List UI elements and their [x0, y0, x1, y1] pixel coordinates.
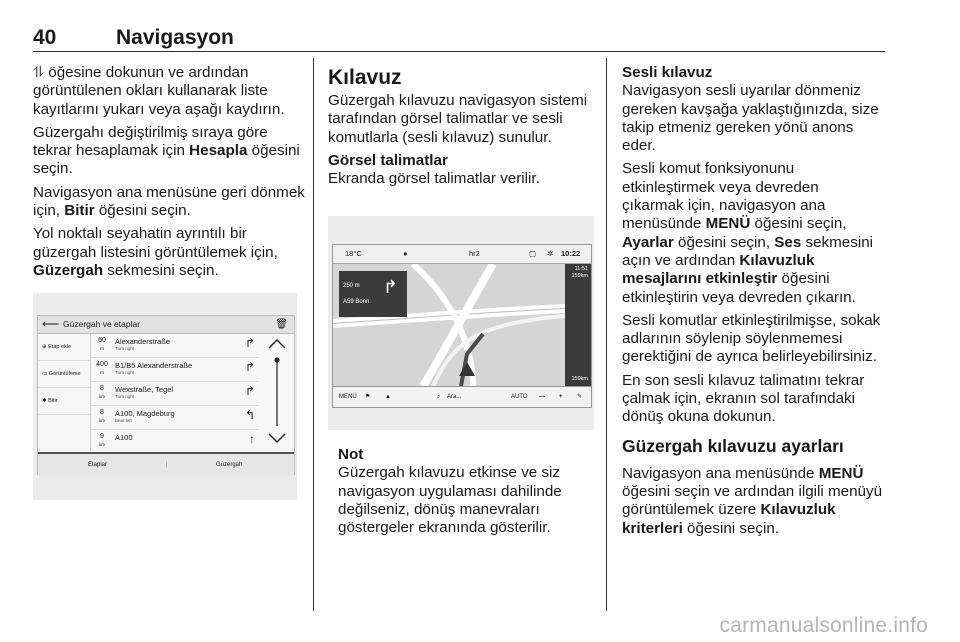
turn-right-arrow-icon: ↱: [383, 277, 399, 297]
bear-left-icon: ↰: [244, 408, 255, 422]
route-row[interactable]: 9 km A100 ↑: [99, 432, 255, 447]
note-block: [338, 446, 600, 542]
paragraph-repeat: En son sesli kılavuz talimatını tekrar çalmak için, ekranın sol tarafındaki dönüş okuna dokunun.: [622, 371, 865, 426]
paragraph-finish: Navigasyon ana menüsüne geri dönmek için, Bitir öğesini seçin.: [33, 183, 305, 220]
settings-icon: ✲: [547, 249, 554, 258]
side-item-view[interactable]: ▭ Görüntüleme: [38, 361, 90, 388]
route-row[interactable]: 60 m Alexanderstraße Turn right ↱: [91, 334, 259, 358]
paragraph-voice-settings: Sesli komut fonksiyonunu etkinleştirmek veya devreden çıkarmak için, navigasyon ana menüsünde MENÜ öğesini seçin, Ayarlar öğesini seçin, Ses sekmesini açın ve ardından Kılavuzluk mesajlarını etkinleştir öğesini etkinleştirin veya devreden çıkarın.: [622, 160, 874, 306]
map-toolbar: [333, 386, 591, 408]
next-turn-panel[interactable]: 250 m A59 Bonn ↱: [339, 271, 407, 317]
search-icon[interactable]: ⌕: [437, 394, 441, 400]
page-number: 40: [33, 26, 57, 49]
map-guidance-figure: [328, 216, 594, 430]
status-bar: [333, 245, 591, 264]
paragraph-voice-intro: Navigasyon sesli uyarılar dönmeniz gereken kavşağa yaklaştığınızda, size takip etmeniz gereken yönü anons eder.: [622, 82, 879, 155]
flag-icon[interactable]: ⚑: [365, 394, 371, 400]
paragraph-scroll: ⥮ öğesine dokunun ve ardından görüntülenen okları kullanarak liste kayıtlarını yukarı veya aşağı kaydırın.: [33, 64, 285, 118]
column-divider-1: [313, 58, 314, 611]
reorder-icon: ⥮: [33, 64, 45, 81]
route-stages-screen: [37, 315, 295, 475]
zoom-out-icon[interactable]: —: [539, 394, 545, 400]
column-2: [328, 64, 598, 193]
tab-bar: Etaplar | Güzergah: [38, 452, 294, 476]
scroll-thumb: [275, 358, 280, 363]
section-heading-settings: Güzergah kılavuzu ayarları: [622, 435, 844, 456]
edit-icon[interactable]: ✎: [577, 394, 583, 400]
turn-right-icon: ↱: [244, 384, 255, 398]
phone-icon: ▢: [529, 249, 537, 258]
watermark: carmanualsonline.info: [719, 614, 928, 637]
column-divider-2: [606, 58, 607, 611]
paragraph-recalculate: Güzergahı değiştirilmiş sıraya göre tekrar hesaplamak için Hesapla öğesini seçin.: [33, 123, 300, 178]
trash-icon[interactable]: 🗑: [275, 319, 288, 330]
radio-station: hr2: [469, 249, 480, 258]
scroll-up-icon: [269, 340, 285, 348]
subheading-visual: Görsel talimatlar: [328, 151, 448, 169]
column-1: [33, 64, 305, 285]
note-text: Güzergah kılavuzu etkinse ve siz navigasyon uygulaması dahilinde değilseniz, dönüş manevraları göstergeler ekranında gösterilir.: [338, 464, 562, 537]
paragraph-criteria: Navigasyon ana menüsünde MENÜ öğesini seçin ve ardından ilgili menüyü görüntülemek üzere Kılavuzluk kriterleri öğesini seçin.: [622, 464, 883, 537]
page-header: [33, 26, 885, 54]
temperature: 18°C: [345, 249, 362, 258]
paragraph-route-list: Yol noktalı seyahatin ayrıntılı bir güzergah listesini görüntülemek için, Güzergah sekmesini seçin.: [33, 225, 278, 279]
subheading-voice: Sesli kılavuz: [622, 64, 713, 81]
route-row[interactable]: 400 m B1/B5 Alexanderstraße Turn right ↱: [91, 358, 259, 382]
zoom-in-icon[interactable]: +: [559, 394, 563, 400]
map-guidance-screen: [332, 244, 592, 408]
paragraph-visual: Ekranda görsel talimatlar verilir.: [328, 170, 540, 188]
screen-title-bar: [38, 316, 294, 334]
side-item-add-stage[interactable]: ⊕ Etap ekle: [38, 334, 90, 361]
header-divider: [33, 51, 885, 52]
north-arrow-icon[interactable]: ▲: [385, 394, 391, 400]
straight-arrow-icon: ↑: [249, 432, 255, 446]
clock: 10:22: [561, 249, 581, 258]
tab-route[interactable]: Güzergah: [216, 462, 243, 468]
route-row[interactable]: 8 km Wexstraße, Tegel Turn right ↱: [91, 382, 259, 406]
paragraph-street-names: Sesli komutlar etkinleştirilmişse, sokak adlarının söylenip söylenmemesi gerektiğini de ayrıca belirleyebilirsiniz.: [622, 311, 881, 366]
route-row[interactable]: 8 km A100, Magdeburg Bear left ↰: [91, 406, 259, 430]
scroll-control[interactable]: [260, 334, 294, 451]
route-progress-rail: 11:51 159km 159km: [565, 264, 591, 386]
scroll-down-icon: [269, 434, 285, 442]
turn-right-icon: ↱: [244, 360, 255, 374]
auto-zoom-button[interactable]: AUTO: [511, 394, 528, 400]
location-pin-icon: ●: [403, 249, 408, 258]
page-title: Navigasyon: [116, 26, 234, 49]
tab-stages[interactable]: Etaplar: [88, 462, 108, 468]
paragraph-guidance-intro: Güzergah kılavuzu navigasyon sistemi tarafından görsel talimatlar ve sesli komutlarla (sesli kılavuz) sunulur.: [328, 92, 588, 146]
side-menu: [38, 334, 91, 451]
column-3: [622, 64, 884, 543]
menu-button[interactable]: MENÜ: [339, 394, 357, 400]
section-heading-guidance: Kılavuz: [328, 66, 402, 89]
route-stages-figure: [33, 293, 297, 500]
turn-right-icon: ↱: [244, 336, 255, 350]
note-title: Not: [338, 446, 364, 463]
search-button[interactable]: Ara...: [447, 394, 462, 400]
screen-title: Güzergah ve etaplar: [63, 319, 141, 329]
side-item-finish[interactable]: ✱ Bitir: [38, 388, 90, 415]
back-arrow-icon[interactable]: ⟵: [42, 317, 60, 331]
